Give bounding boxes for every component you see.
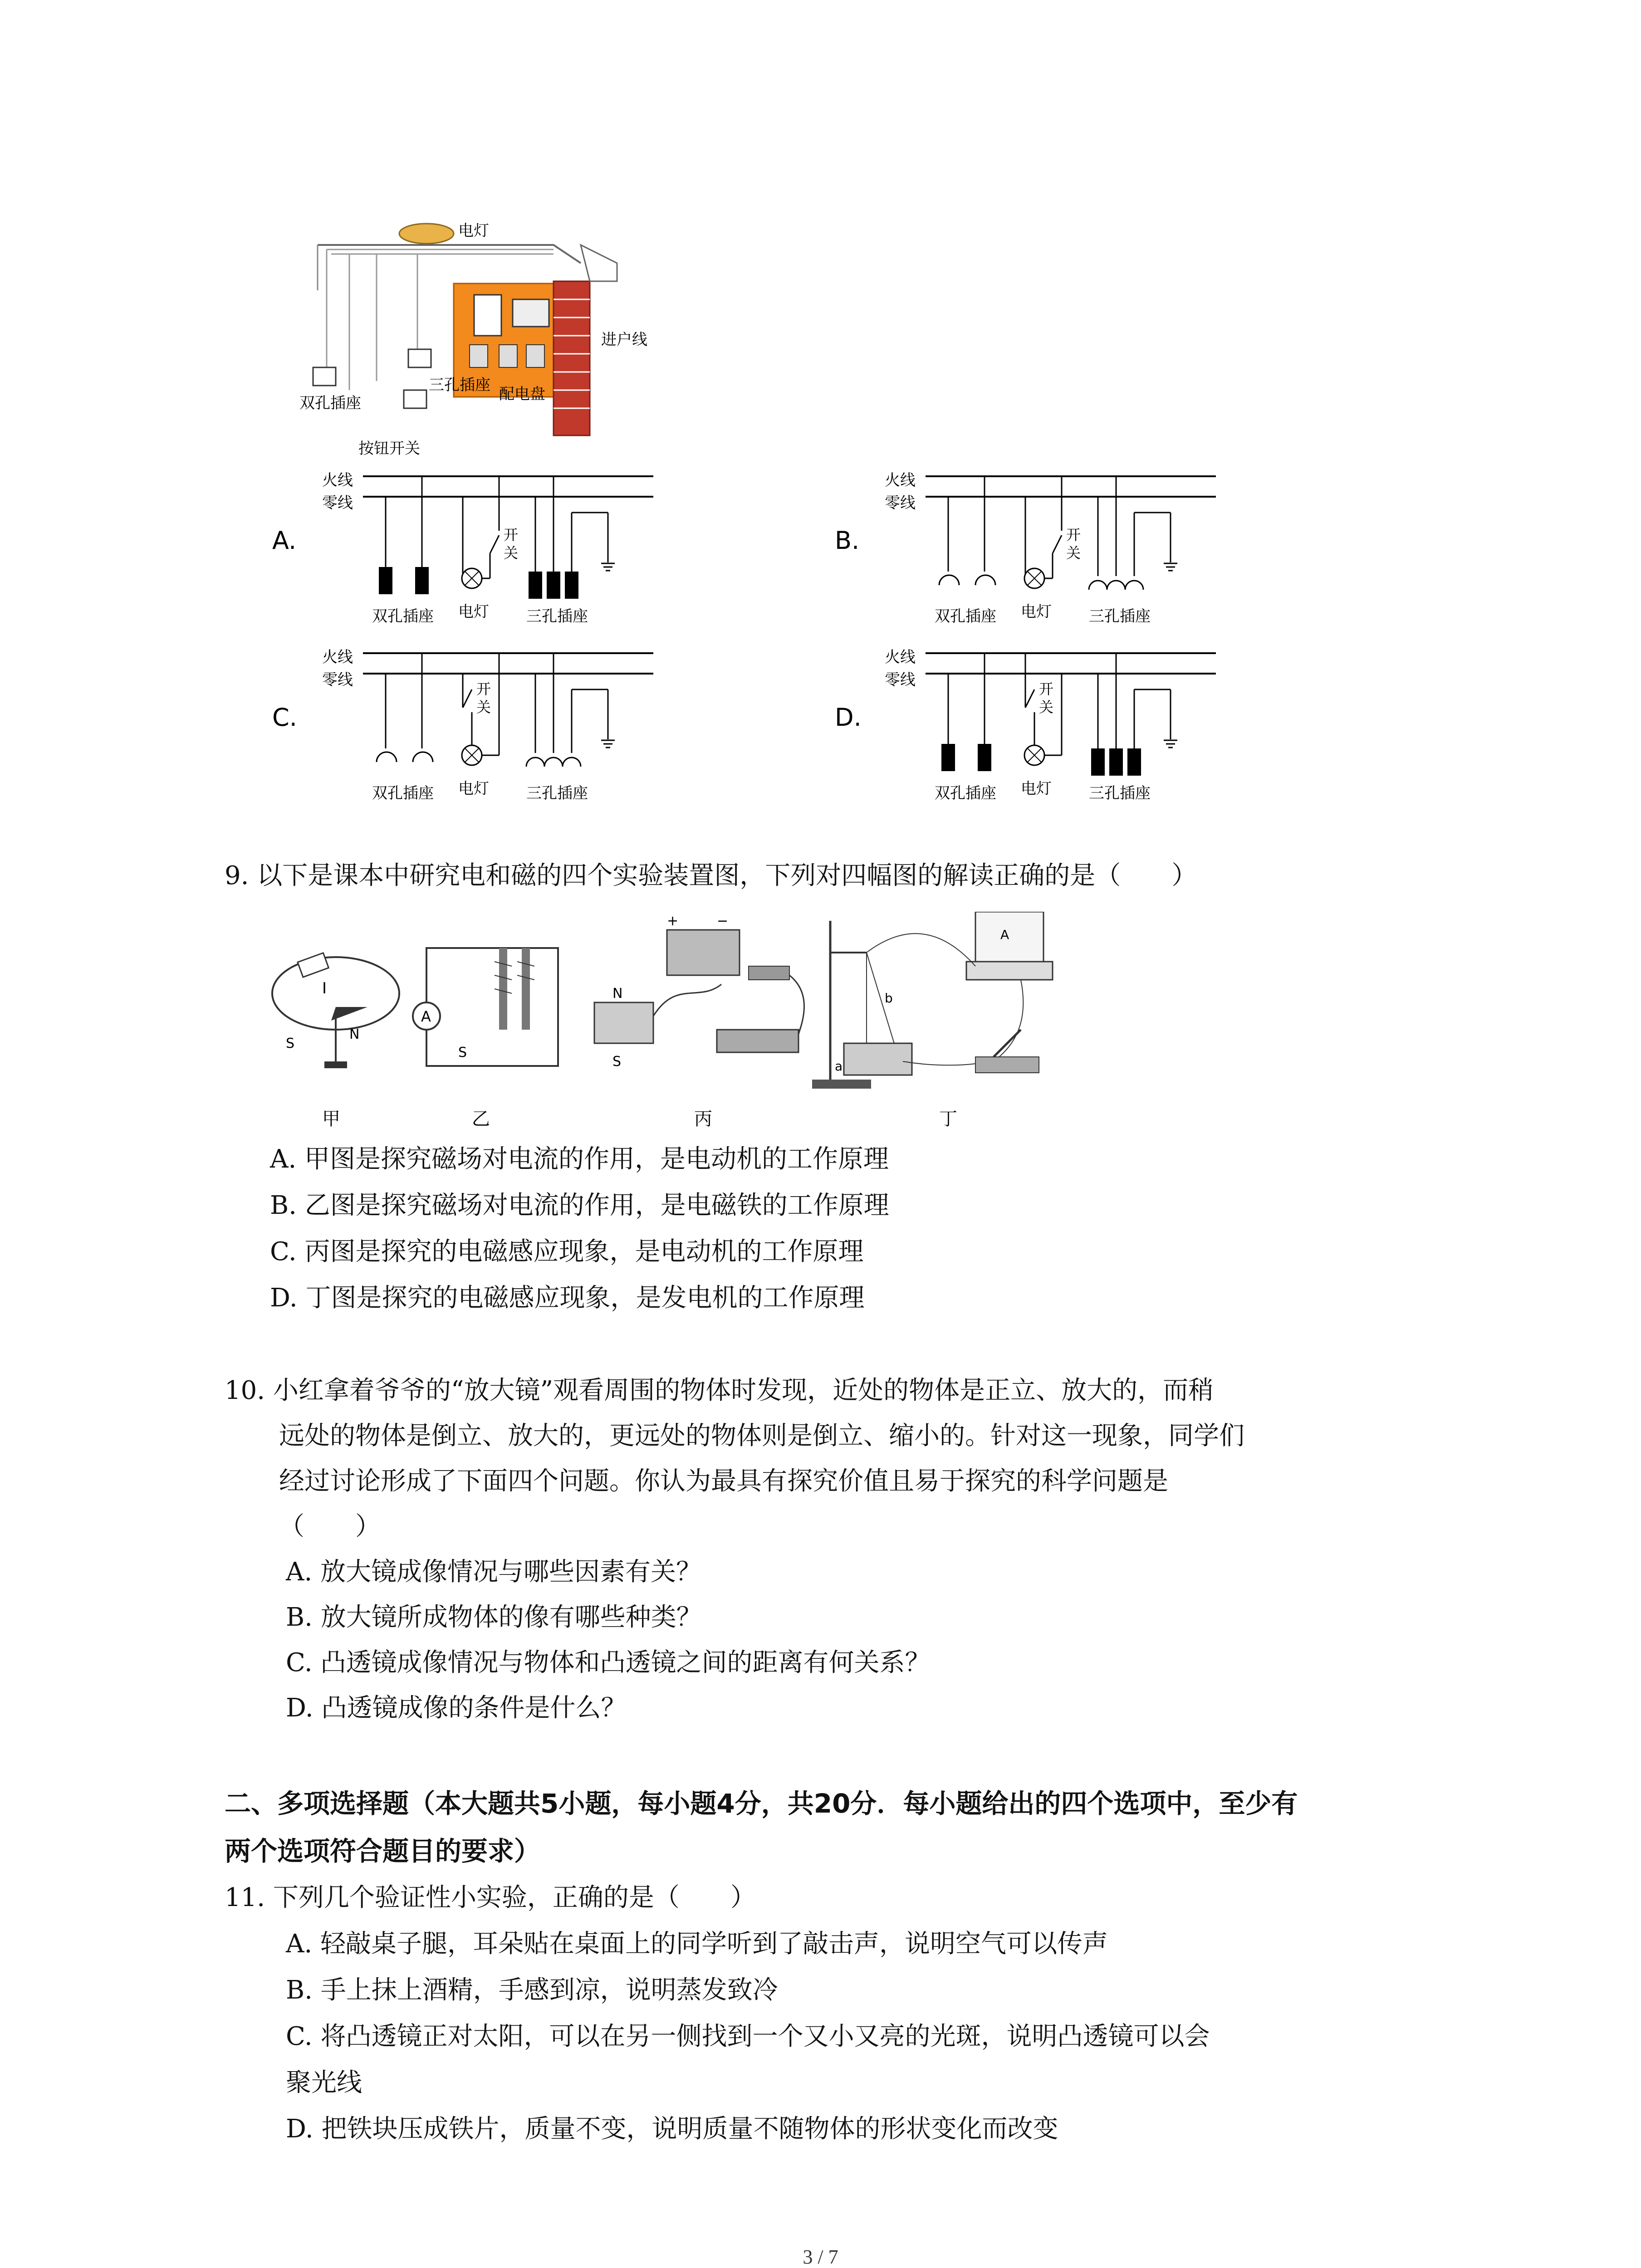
- q9-option-c: C. 丙图是探究的电磁感应现象，是电动机的工作原理: [270, 1237, 864, 1266]
- svg-text:A: A: [421, 1008, 431, 1025]
- button-switch-icon: [404, 390, 426, 408]
- svg-text:电灯: 电灯: [458, 603, 489, 621]
- two-hole-socket-icon: [313, 367, 336, 386]
- svg-text:零线: 零线: [322, 494, 353, 512]
- svg-text:S: S: [458, 1045, 467, 1061]
- q9-stem: 9. 以下是课本中研究电和磁的四个实验装置图，下列对四幅图的解读正确的是（ ）: [225, 861, 1197, 890]
- svg-text:a: a: [835, 1059, 843, 1074]
- option-b-label: B.: [835, 526, 860, 555]
- two-hole-label: 双孔插座: [299, 394, 361, 412]
- incoming-label: 进户线: [601, 331, 647, 349]
- svg-text:N: N: [612, 986, 623, 1002]
- svg-text:丙: 丙: [694, 1109, 712, 1129]
- section2-title-line2: 两个选项符合题目的要求）: [225, 1836, 541, 1867]
- svg-text:火线: 火线: [322, 648, 353, 666]
- figure-yi: [413, 948, 558, 1066]
- svg-text:电灯: 电灯: [458, 780, 489, 798]
- svg-text:零线: 零线: [322, 671, 353, 689]
- svg-text:三孔插座: 三孔插座: [526, 607, 588, 626]
- svg-text:零线: 零线: [885, 494, 916, 512]
- option-c-label: C.: [272, 703, 297, 732]
- q10-option-b: B. 放大镜所成物体的像有哪些种类？: [286, 1603, 702, 1632]
- svg-text:电灯: 电灯: [1021, 780, 1052, 798]
- q11-option-a: A. 轻敲桌子腿，耳朵贴在桌面上的同学听到了敲击声，说明空气可以传声: [286, 1929, 1108, 1959]
- svg-text:开: 开: [504, 526, 519, 543]
- svg-text:关: 关: [1039, 699, 1054, 716]
- svg-text:火线: 火线: [885, 471, 916, 489]
- circuit-options-figure: [254, 463, 1298, 816]
- panel-label: 配电盘: [499, 385, 545, 403]
- q11-stem: 11. 下列几个验证性小实验，正确的是（ ）: [225, 1883, 756, 1912]
- circuit-d: [835, 648, 1216, 802]
- svg-text:三孔插座: 三孔插座: [1089, 607, 1151, 626]
- figure-bing: [594, 913, 804, 1070]
- svg-text:双孔插座: 双孔插座: [372, 607, 434, 626]
- q10-stem-line3: 经过讨论形成了下面四个问题。你认为最具有探究价值且易于探究的科学问题是: [279, 1466, 1168, 1496]
- svg-text:关: 关: [1066, 544, 1081, 562]
- page-number: 3 / 7: [803, 2246, 838, 2268]
- q9-apparatus-figures: [268, 912, 1107, 1139]
- q11-option-c-cont: 聚光线: [286, 2068, 362, 2097]
- q10-option-a: A. 放大镜成像情况与哪些因素有关？: [286, 1557, 702, 1587]
- q10-option-c: C. 凸透镜成像情况与物体和凸透镜之间的距离有何关系？: [286, 1648, 931, 1677]
- q10-option-d: D. 凸透镜成像的条件是什么？: [286, 1693, 627, 1723]
- button-switch-label: 按钮开关: [358, 440, 420, 458]
- figure-ding: [812, 912, 1053, 1089]
- q10-stem-line2: 远处的物体是倒立、放大的，更远处的物体则是倒立、缩小的。针对这一现象，同学们: [279, 1421, 1244, 1451]
- svg-text:S: S: [286, 1036, 295, 1051]
- svg-text:三孔插座: 三孔插座: [526, 784, 588, 802]
- house-wiring-figure: [299, 209, 671, 463]
- q9-option-a: A. 甲图是探究磁场对电流的作用，是电动机的工作原理: [270, 1144, 889, 1174]
- figure-jia: [272, 953, 399, 1068]
- svg-text:丁: 丁: [939, 1109, 957, 1129]
- svg-text:开: 开: [1066, 526, 1081, 543]
- q11-option-b: B. 手上抹上酒精，手感到凉，说明蒸发致冷: [286, 1975, 778, 2005]
- circuit-a: [272, 471, 653, 626]
- svg-text:+: +: [667, 913, 679, 929]
- q9-option-b: B. 乙图是探究磁场对电流的作用，是电磁铁的工作原理: [270, 1191, 889, 1220]
- option-d-label: D.: [835, 703, 862, 732]
- svg-text:−: −: [717, 913, 729, 929]
- svg-text:甲: 甲: [322, 1109, 340, 1129]
- svg-text:电灯: 电灯: [1021, 603, 1052, 621]
- q9-option-d: D. 丁图是探究的电磁感应现象，是发电机的工作原理: [270, 1283, 865, 1313]
- q10-stem-line1: 10. 小红拿着爷爷的“放大镜”观看周围的物体时发现，近处的物体是正立、放大的，而稍: [225, 1376, 1214, 1405]
- svg-text:A: A: [1000, 927, 1009, 942]
- circuit-c: [272, 648, 653, 802]
- svg-text:关: 关: [476, 699, 491, 716]
- svg-text:三孔插座: 三孔插座: [1089, 784, 1151, 802]
- svg-text:零线: 零线: [885, 671, 916, 689]
- svg-text:N: N: [349, 1026, 360, 1042]
- option-a-label: A.: [272, 526, 297, 555]
- three-hole-socket-icon: [408, 349, 431, 367]
- svg-text:S: S: [612, 1054, 622, 1070]
- svg-text:火线: 火线: [885, 648, 916, 666]
- svg-text:双孔插座: 双孔插座: [935, 784, 996, 802]
- svg-text:b: b: [885, 991, 893, 1006]
- q11-option-d: D. 把铁块压成铁片，质量不变，说明质量不随物体的形状变化而改变: [286, 2114, 1058, 2144]
- q11-option-c: C. 将凸透镜正对太阳，可以在另一侧找到一个又小又亮的光斑，说明凸透镜可以会: [286, 2022, 1210, 2051]
- svg-text:I: I: [322, 979, 327, 997]
- three-hole-label: 三孔插座: [429, 376, 490, 394]
- circuit-b: [835, 471, 1216, 626]
- svg-text:乙: 乙: [472, 1109, 490, 1129]
- svg-text:双孔插座: 双孔插座: [935, 607, 996, 626]
- brick-wall: [554, 281, 590, 435]
- svg-text:开: 开: [476, 680, 491, 698]
- svg-text:火线: 火线: [322, 471, 353, 489]
- svg-text:关: 关: [504, 544, 519, 562]
- svg-text:开: 开: [1039, 680, 1054, 698]
- lamp-icon: [399, 224, 454, 244]
- svg-text:双孔插座: 双孔插座: [372, 784, 434, 802]
- q10-stem-line4: （ ）: [279, 1512, 381, 1541]
- section2-title-line1: 二、多项选择题（本大题共5小题，每小题4分，共20分．每小题给出的四个选项中，至少有: [225, 1788, 1298, 1819]
- lamp-label: 电灯: [458, 222, 489, 240]
